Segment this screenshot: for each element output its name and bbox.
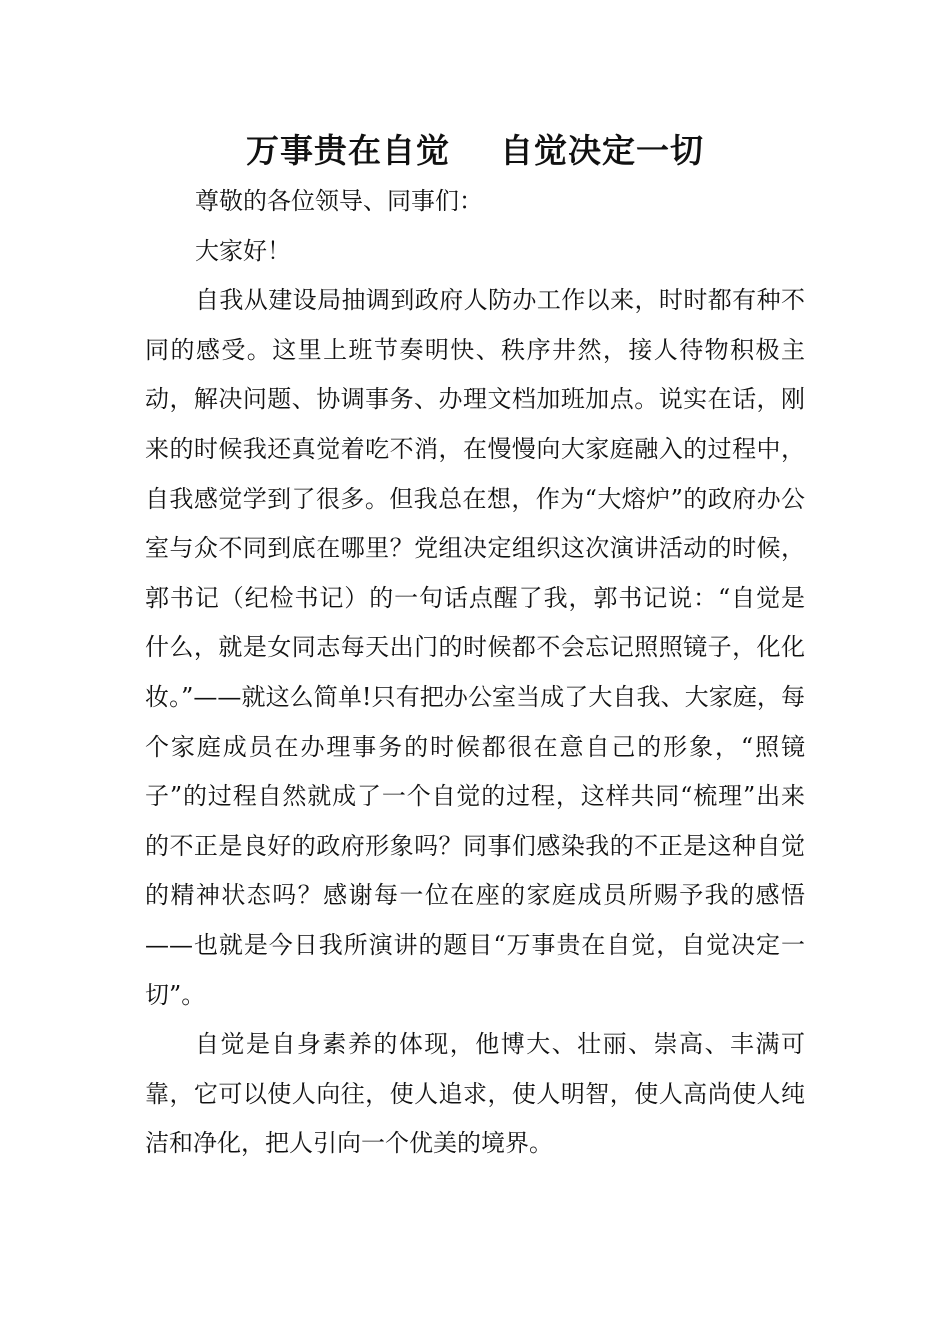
greeting-paragraph: 大家好！ — [195, 236, 291, 265]
document-title: 万事贵在自觉 自觉决定一切 — [246, 131, 704, 170]
salutation-paragraph: 尊敬的各位领导、同事们： — [195, 187, 483, 215]
document-body — [145, 177, 805, 1169]
body-paragraph: 自我从建设局抽调到政府人防办工作以来，时时都有种不同的感受。这里上班节奏明快、秩序井然，接人待物积极主动，解决问题、协调事务、办理文档加班加点。说实在话，刚来的时候我还真觉着吃不消，在慢慢向大家庭融入的过程中，自我感觉学到了很多。但我总在想，作为“大熔炉”的政府办公室与众不同到底在哪里？党组决定组织这次演讲活动的时候，郭书记（纪检书记）的一句话点醒了我，郭书记说：“自觉是什么，就是女同志每天出门的时候都不会忘记照照镜子，化化妆。”——就这么简单!只有把办公室当成了大自我、大家庭，每个家庭成员在办理事务的时候都很在意自己的形象，“照镜子”的过程自然就成了一个自觉的过程，这样共同“梳理”出来的不正是良好的政府形象吗？同事们感染我的不正是这种自觉的精神状态吗？感谢每一位在座的家庭成员所赐予我的感悟——也就是今日我所演讲的题目“万事贵在自觉，自觉决定一切”。 — [145, 286, 805, 1009]
body-paragraph: 自觉是自身素养的体现，他博大、壮丽、崇高、丰满可靠，它可以使人向往，使人追求，使人明智，使人高尚使人纯洁和净化，把人引向一个优美的境界。 — [145, 1030, 805, 1158]
